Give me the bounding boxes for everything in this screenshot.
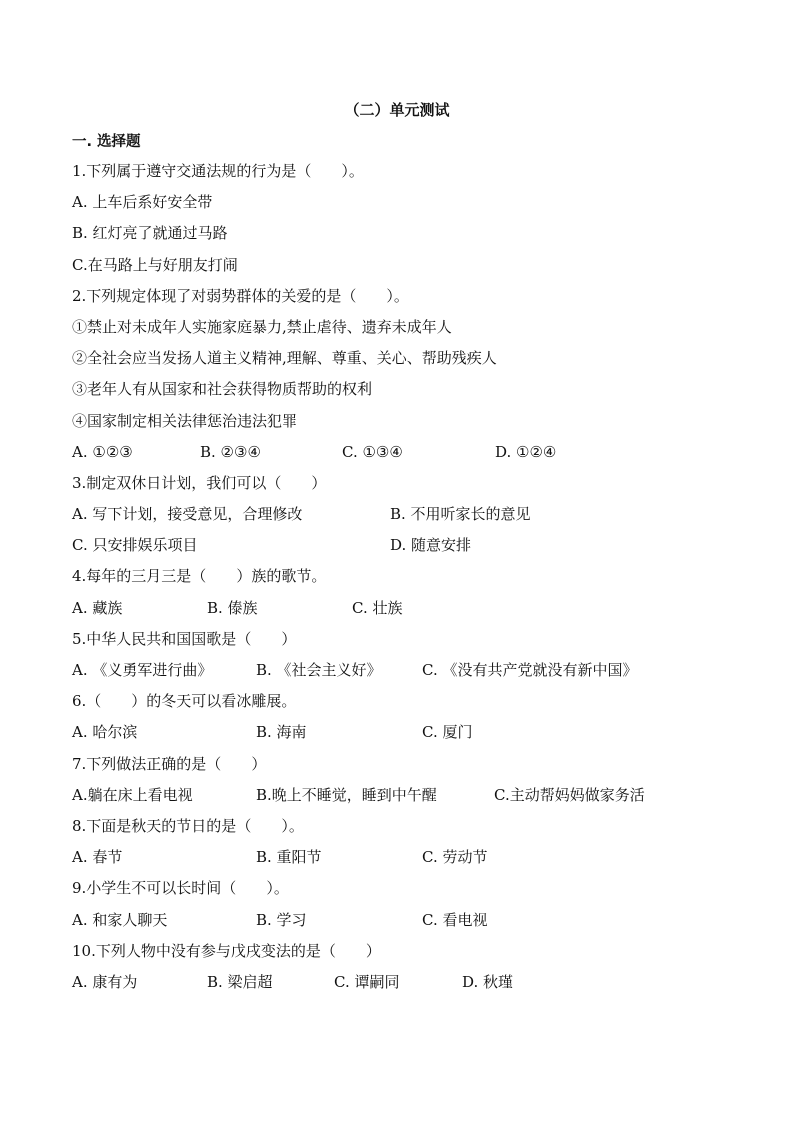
answer-option: B. ②③④ xyxy=(200,442,261,461)
question-4-options-row xyxy=(72,597,732,628)
answer-option: C.主动帮妈妈做家务活 xyxy=(494,785,645,804)
answer-option: A. 康有为 xyxy=(72,972,138,991)
page-title: （二）单元测试 xyxy=(344,101,450,119)
question-2-stem: 2.下列规定体现了对弱势群体的关爱的是（ ）。 xyxy=(72,286,409,305)
answer-option: C.在马路上与好朋友打闹 xyxy=(72,255,238,274)
answer-option: C. 厦门 xyxy=(422,723,473,742)
question-1-options-row xyxy=(72,222,732,253)
answer-option: C. 壮族 xyxy=(352,598,403,617)
question-8-options-row xyxy=(72,846,732,877)
question-9-stem: 9.小学生不可以长时间（ ）。 xyxy=(72,879,289,898)
question-5-options-row xyxy=(72,659,732,690)
answer-option: D. 秋瑾 xyxy=(462,972,514,991)
answer-option: B.晚上不睡觉，睡到中午醒 xyxy=(256,785,437,804)
answer-option: A. 和家人聊天 xyxy=(72,910,168,929)
answer-option: C. 谭嗣同 xyxy=(334,972,400,991)
question-8-stem: 8.下面是秋天的节日的是（ ）。 xyxy=(72,816,304,835)
question-10-options-row xyxy=(72,971,732,1002)
section-heading: 一. 选择题 xyxy=(72,134,141,150)
question-3-options-row xyxy=(72,534,732,565)
question-1-options-row xyxy=(72,191,732,222)
answer-option: A. 哈尔滨 xyxy=(72,723,138,742)
answer-option: C. 看电视 xyxy=(422,910,488,929)
question-2-statement: ②全社会应当发扬人道主义精神,理解、尊重、关心、帮助残疾人 xyxy=(72,349,497,368)
question-1-options-row xyxy=(72,254,732,285)
question-9-options-row xyxy=(72,909,732,940)
answer-option: A.躺在床上看电视 xyxy=(72,785,193,804)
question-6-options-row xyxy=(72,721,732,752)
question-2-statement: ④国家制定相关法律惩治违法犯罪 xyxy=(72,411,298,430)
answer-option: C. 只安排娱乐项目 xyxy=(72,536,198,555)
question-4-stem: 4.每年的三月三是（ ）族的歌节。 xyxy=(72,567,327,586)
answer-option: B. 傣族 xyxy=(207,598,258,617)
question-1-stem: 1.下列属于遵守交通法规的行为是（ ）。 xyxy=(72,162,364,180)
question-10-stem: 10.下列人物中没有参与戊戌变法的是（ ） xyxy=(72,941,381,960)
answer-option: A. 写下计划，接受意见，合理修改 xyxy=(72,505,303,524)
answer-option: D. 随意安排 xyxy=(390,536,472,555)
answer-option: A. 春节 xyxy=(72,848,123,867)
answer-option: A. 上车后系好安全带 xyxy=(72,193,213,212)
answer-option: D. ①②④ xyxy=(495,442,557,461)
answer-option: B. 红灯亮了就通过马路 xyxy=(72,224,228,243)
question-list xyxy=(72,160,732,1002)
answer-option: C. 劳动节 xyxy=(422,848,488,867)
answer-option: C. ①③④ xyxy=(342,442,403,461)
question-2-statement: ①禁止对未成年人实施家庭暴力,禁止虐待、遗弃未成年人 xyxy=(72,317,452,336)
question-7-stem: 7.下列做法正确的是（ ） xyxy=(72,754,267,773)
question-7-options-row xyxy=(72,784,732,815)
answer-option: B. 学习 xyxy=(256,910,307,929)
question-5-stem: 5.中华人民共和国国歌是（ ） xyxy=(72,629,297,648)
answer-option: B. 梁启超 xyxy=(207,972,273,991)
answer-option: C. 《没有共产党就没有新中国》 xyxy=(422,661,638,679)
question-2-options-row xyxy=(72,441,732,472)
answer-option: A. 藏族 xyxy=(72,598,123,617)
question-2-statement: ③老年人有从国家和社会获得物质帮助的权利 xyxy=(72,380,373,399)
answer-option: B. 《社会主义好》 xyxy=(256,661,382,679)
question-3-options-row xyxy=(72,503,732,534)
answer-option: A. ①②③ xyxy=(72,442,133,461)
question-3-stem: 3.制定双休日计划，我们可以（ ） xyxy=(72,473,327,492)
question-6-stem: 6.（ ）的冬天可以看冰雕展。 xyxy=(72,692,297,711)
answer-option: B. 不用听家长的意见 xyxy=(390,505,531,524)
answer-option: B. 海南 xyxy=(256,723,307,742)
answer-option: A. 《义勇军进行曲》 xyxy=(72,661,213,679)
answer-option: B. 重阳节 xyxy=(256,848,322,867)
